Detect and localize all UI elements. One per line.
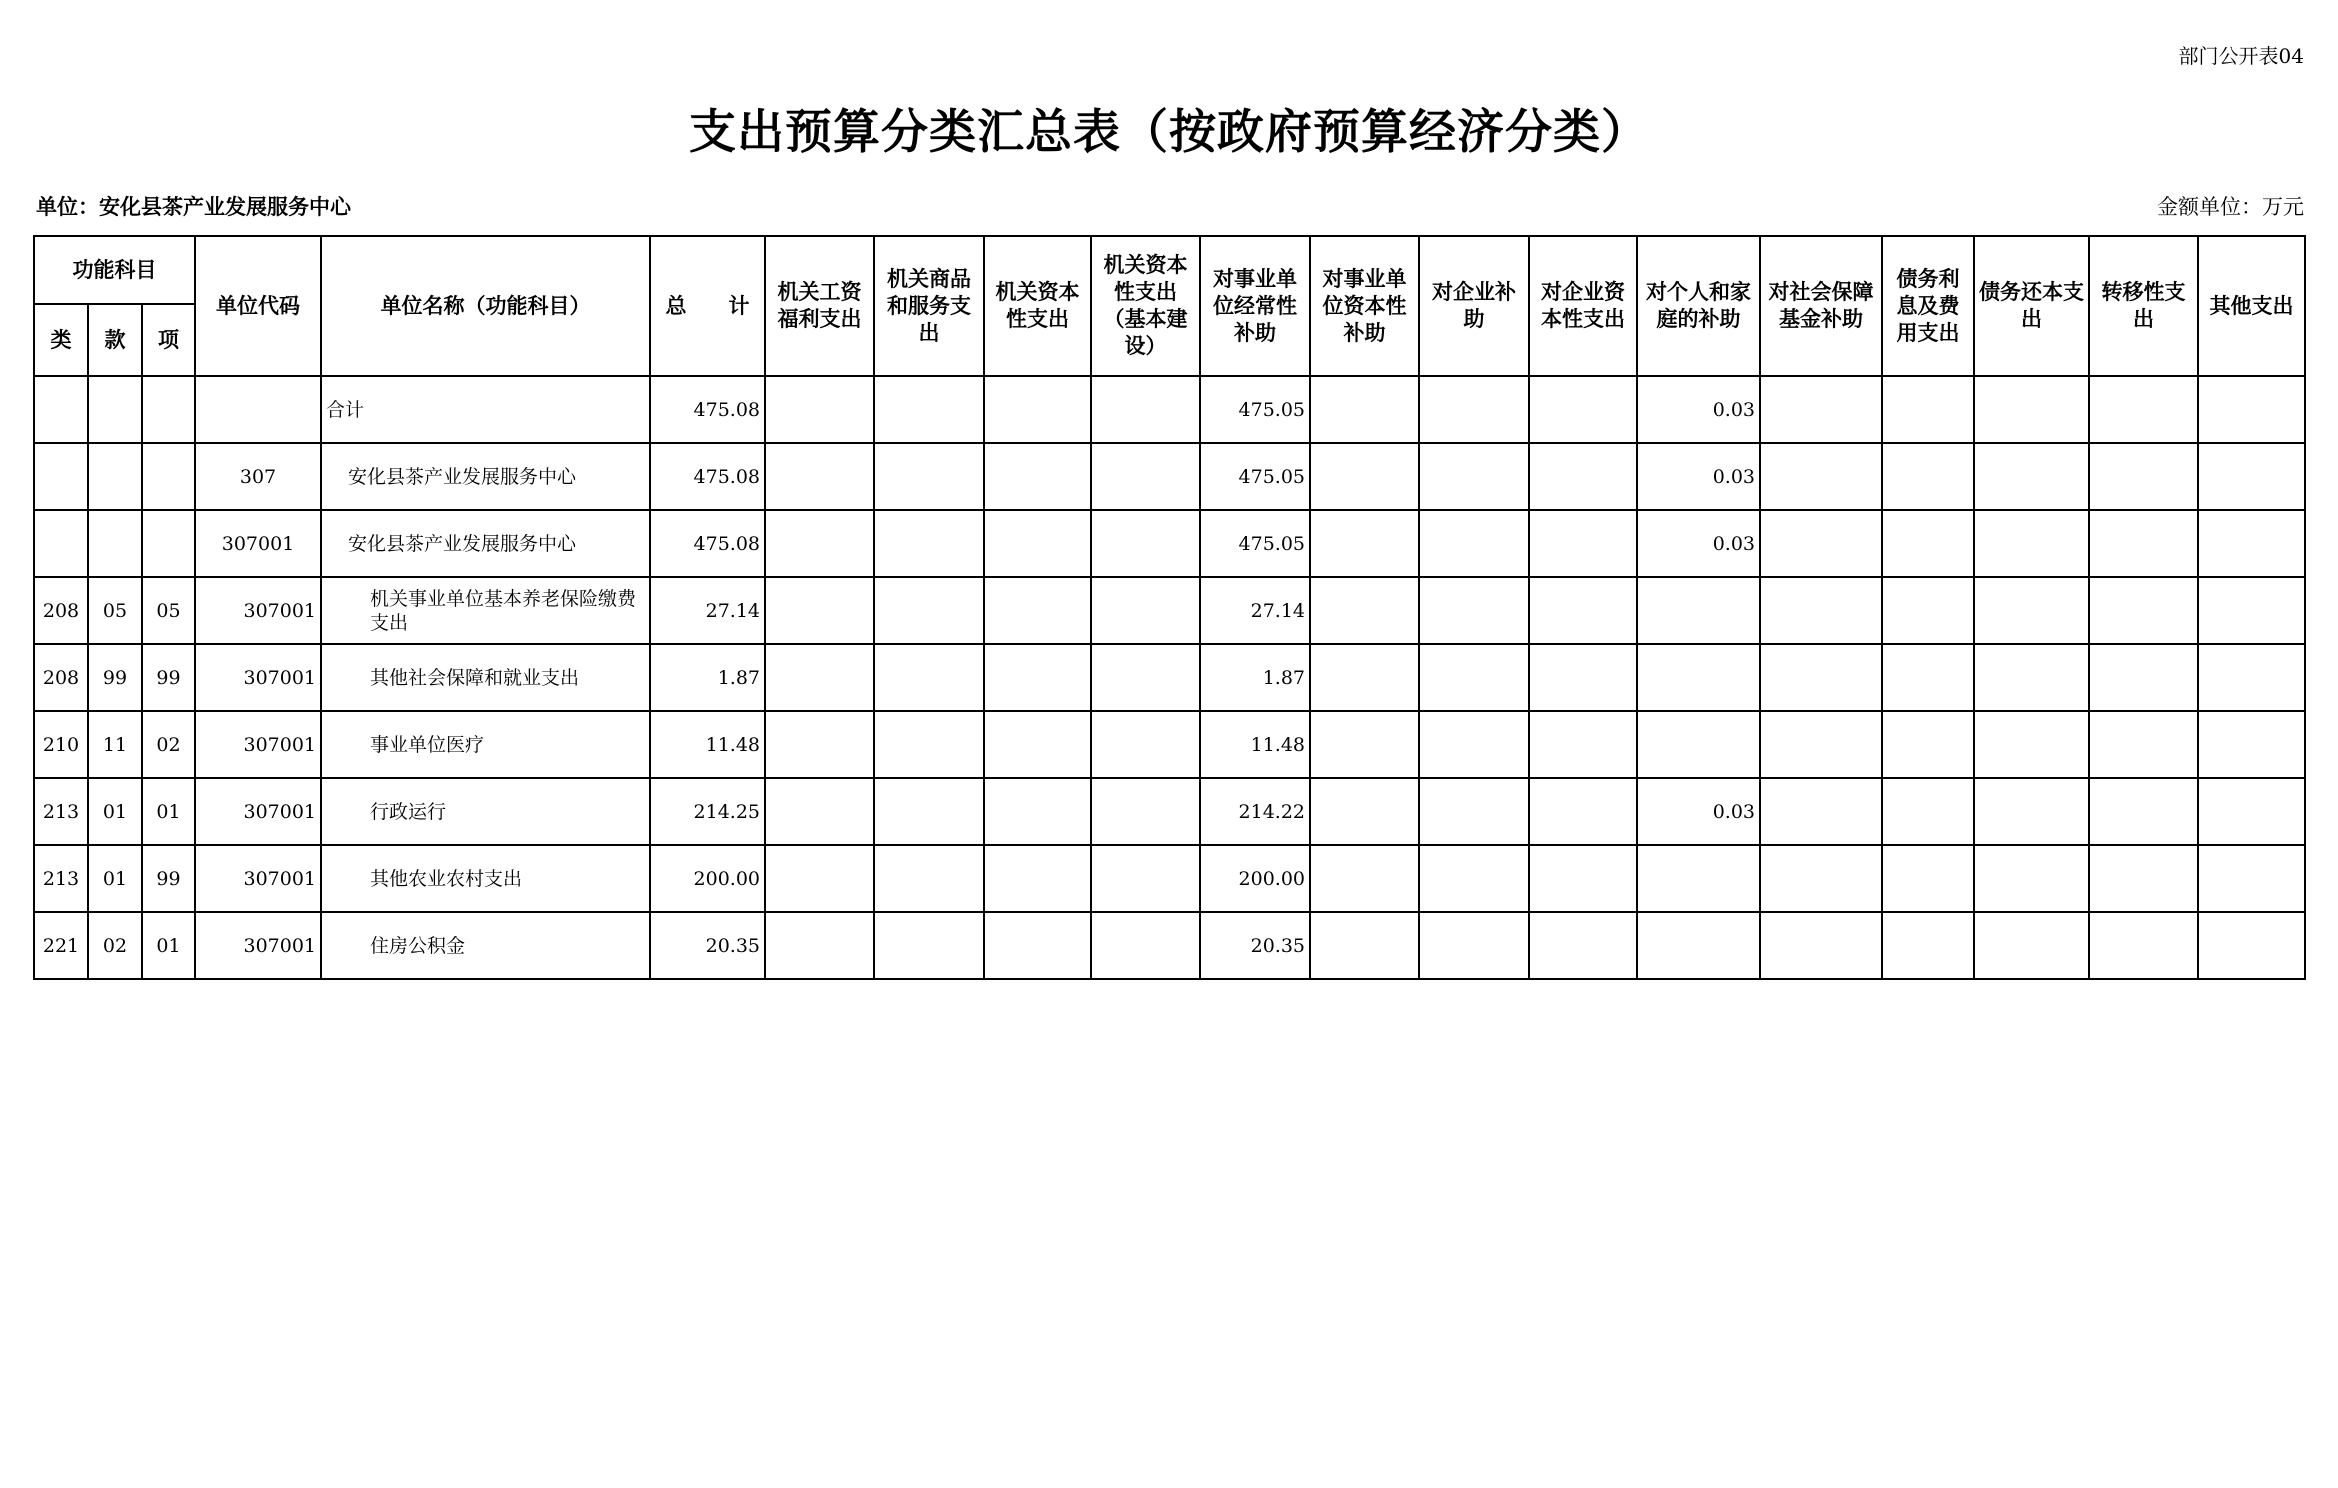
amount-cell-c5: 27.14: [1200, 577, 1310, 644]
amount-cell-c2: [874, 778, 984, 845]
amount-cell-c13: [2089, 443, 2198, 510]
amount-cell-c7: [1419, 711, 1529, 778]
kuan-cell: 01: [88, 845, 142, 912]
amount-cell-c8: [1529, 376, 1637, 443]
amount-cell-c9: [1637, 845, 1760, 912]
kuan-cell: 99: [88, 644, 142, 711]
unit-name-cell: 行政运行: [321, 778, 650, 845]
amount-cell-c8: [1529, 644, 1637, 711]
amount-cell-c14: [2198, 711, 2305, 778]
total-cell: 475.08: [650, 443, 765, 510]
amount-cell-c13: [2089, 778, 2198, 845]
amount-cell-c8: [1529, 510, 1637, 577]
xiang-cell: 05: [142, 577, 195, 644]
unit-name-cell: 安化县茶产业发展服务中心: [321, 443, 650, 510]
unit-code-cell: 307001: [195, 644, 321, 711]
unit-code-cell: 307001: [195, 912, 321, 979]
amount-cell-c12: [1974, 376, 2089, 443]
amount-cell-c6: [1310, 711, 1419, 778]
amount-cell-c11: [1882, 912, 1974, 979]
col-header-c7: 对企业补助: [1419, 236, 1529, 376]
kuan-header: 款: [88, 304, 142, 376]
amount-cell-c1: [765, 510, 874, 577]
xiang-cell: [142, 510, 195, 577]
unit-name-cell: 事业单位医疗: [321, 711, 650, 778]
unit-code-cell: [195, 376, 321, 443]
amount-cell-c9: 0.03: [1637, 443, 1760, 510]
unit-code-cell: 307: [195, 443, 321, 510]
lei-cell: [34, 510, 88, 577]
amount-cell-c7: [1419, 778, 1529, 845]
amount-cell-c3: [984, 510, 1091, 577]
amount-cell-c12: [1974, 644, 2089, 711]
unit-label: 单位：安化县茶产业发展服务中心: [36, 195, 351, 219]
amount-cell-c11: [1882, 376, 1974, 443]
amount-cell-c3: [984, 644, 1091, 711]
col-header-c8: 对企业资本性支出: [1529, 236, 1637, 376]
amount-cell-c10: [1760, 845, 1882, 912]
amount-cell-c7: [1419, 510, 1529, 577]
xiang-cell: [142, 443, 195, 510]
col-header-c14: 其他支出: [2198, 236, 2305, 376]
amount-cell-c13: [2089, 644, 2198, 711]
amount-cell-c9: 0.03: [1637, 778, 1760, 845]
xiang-cell: 01: [142, 778, 195, 845]
amount-cell-c10: [1760, 644, 1882, 711]
table-row: [34, 510, 2305, 577]
amount-cell-c8: [1529, 912, 1637, 979]
unit-code-cell: 307001: [195, 711, 321, 778]
amount-cell-c14: [2198, 778, 2305, 845]
unit-code-cell: 307001: [195, 778, 321, 845]
kuan-cell: 01: [88, 778, 142, 845]
amount-cell-c7: [1419, 845, 1529, 912]
amount-cell-c9: 0.03: [1637, 510, 1760, 577]
unit-name-header: 单位名称（功能科目）: [321, 236, 650, 376]
lei-cell: [34, 443, 88, 510]
amount-cell-c7: [1419, 644, 1529, 711]
amount-cell-c1: [765, 912, 874, 979]
amount-cell-c7: [1419, 443, 1529, 510]
kuan-cell: [88, 376, 142, 443]
col-header-c6: 对事业单位资本性补助: [1310, 236, 1419, 376]
amount-cell-c13: [2089, 376, 2198, 443]
table-row: [34, 711, 2305, 778]
amount-cell-c3: [984, 778, 1091, 845]
amount-cell-c10: [1760, 912, 1882, 979]
amount-cell-c10: [1760, 443, 1882, 510]
col-header-c13: 转移性支出: [2089, 236, 2198, 376]
amount-cell-c7: [1419, 376, 1529, 443]
col-header-c1: 机关工资福利支出: [765, 236, 874, 376]
table-row: [34, 912, 2305, 979]
amount-cell-c12: [1974, 845, 2089, 912]
amount-cell-c4: [1091, 644, 1200, 711]
table-row: [34, 443, 2305, 510]
page-title: 支出预算分类汇总表（按政府预算经济分类）: [689, 105, 1649, 160]
total-cell: 27.14: [650, 577, 765, 644]
amount-cell-c6: [1310, 510, 1419, 577]
amount-cell-c4: [1091, 711, 1200, 778]
amount-cell-c2: [874, 577, 984, 644]
kuan-cell: 02: [88, 912, 142, 979]
xiang-header: 项: [142, 304, 195, 376]
amount-cell-c4: [1091, 778, 1200, 845]
xiang-cell: 99: [142, 644, 195, 711]
xiang-cell: 02: [142, 711, 195, 778]
col-header-c4: 机关资本性支出（基本建设）: [1091, 236, 1200, 376]
amount-cell-c2: [874, 644, 984, 711]
amount-cell-c11: [1882, 443, 1974, 510]
total-cell: 11.48: [650, 711, 765, 778]
amount-cell-c9: [1637, 577, 1760, 644]
lei-cell: 213: [34, 845, 88, 912]
amount-cell-c9: [1637, 711, 1760, 778]
amount-cell-c8: [1529, 845, 1637, 912]
col-header-c10: 对社会保障基金补助: [1760, 236, 1882, 376]
amount-cell-c12: [1974, 711, 2089, 778]
amount-cell-c6: [1310, 778, 1419, 845]
amount-cell-c2: [874, 510, 984, 577]
amount-cell-c5: 20.35: [1200, 912, 1310, 979]
unit-code-cell: 307001: [195, 510, 321, 577]
amount-cell-c14: [2198, 845, 2305, 912]
table-row: [34, 845, 2305, 912]
amount-cell-c6: [1310, 376, 1419, 443]
amount-cell-c4: [1091, 376, 1200, 443]
amount-cell-c6: [1310, 443, 1419, 510]
table-row: [34, 577, 2305, 644]
amount-cell-c1: [765, 845, 874, 912]
total-cell: 200.00: [650, 845, 765, 912]
unit-name-cell: 安化县茶产业发展服务中心: [321, 510, 650, 577]
amount-cell-c13: [2089, 845, 2198, 912]
amount-cell-c6: [1310, 577, 1419, 644]
amount-cell-c10: [1760, 510, 1882, 577]
amount-cell-c4: [1091, 912, 1200, 979]
table-row: [34, 778, 2305, 845]
amount-cell-c11: [1882, 644, 1974, 711]
col-header-c11: 债务利息及费用支出: [1882, 236, 1974, 376]
unit-code-cell: 307001: [195, 845, 321, 912]
amount-cell-c4: [1091, 443, 1200, 510]
lei-cell: 213: [34, 778, 88, 845]
amount-cell-c4: [1091, 845, 1200, 912]
col-header-c9: 对个人和家庭的补助: [1637, 236, 1760, 376]
amount-cell-c13: [2089, 510, 2198, 577]
col-header-c2: 机关商品和服务支出: [874, 236, 984, 376]
table-row: [34, 644, 2305, 711]
amount-cell-c9: [1637, 644, 1760, 711]
amount-cell-c6: [1310, 912, 1419, 979]
col-header-c3: 机关资本性支出: [984, 236, 1091, 376]
unit-code-header: 单位代码: [195, 236, 321, 376]
amount-unit-label: 金额单位：万元: [2157, 195, 2304, 219]
col-header-c12: 债务还本支出: [1974, 236, 2089, 376]
xiang-cell: 99: [142, 845, 195, 912]
amount-cell-c12: [1974, 778, 2089, 845]
amount-cell-c6: [1310, 845, 1419, 912]
amount-cell-c2: [874, 711, 984, 778]
amount-cell-c3: [984, 711, 1091, 778]
total-cell: 20.35: [650, 912, 765, 979]
amount-cell-c1: [765, 644, 874, 711]
amount-cell-c10: [1760, 711, 1882, 778]
amount-cell-c9: 0.03: [1637, 376, 1760, 443]
amount-cell-c7: [1419, 577, 1529, 644]
amount-cell-c5: 200.00: [1200, 845, 1310, 912]
budget-table: [33, 235, 2306, 980]
total-header: 总 计: [650, 236, 765, 376]
table-body: [34, 376, 2305, 979]
amount-cell-c9: [1637, 912, 1760, 979]
amount-cell-c3: [984, 577, 1091, 644]
amount-cell-c11: [1882, 577, 1974, 644]
amount-cell-c14: [2198, 510, 2305, 577]
amount-cell-c5: 11.48: [1200, 711, 1310, 778]
amount-cell-c2: [874, 845, 984, 912]
kuan-cell: 05: [88, 577, 142, 644]
amount-cell-c11: [1882, 845, 1974, 912]
col-header-c5: 对事业单位经常性补助: [1200, 236, 1310, 376]
total-cell: 1.87: [650, 644, 765, 711]
amount-cell-c5: 475.05: [1200, 510, 1310, 577]
lei-cell: [34, 376, 88, 443]
amount-cell-c10: [1760, 577, 1882, 644]
form-number: 部门公开表04: [2178, 44, 2304, 68]
amount-cell-c4: [1091, 510, 1200, 577]
total-cell: 475.08: [650, 510, 765, 577]
amount-cell-c14: [2198, 443, 2305, 510]
amount-cell-c5: 214.22: [1200, 778, 1310, 845]
amount-cell-c13: [2089, 711, 2198, 778]
amount-cell-c5: 475.05: [1200, 443, 1310, 510]
amount-cell-c1: [765, 711, 874, 778]
amount-cell-c8: [1529, 577, 1637, 644]
lei-header: 类: [34, 304, 88, 376]
xiang-cell: [142, 376, 195, 443]
amount-cell-c2: [874, 912, 984, 979]
total-cell: 214.25: [650, 778, 765, 845]
amount-cell-c12: [1974, 577, 2089, 644]
amount-cell-c3: [984, 845, 1091, 912]
unit-code-cell: 307001: [195, 577, 321, 644]
amount-cell-c2: [874, 443, 984, 510]
xiang-cell: 01: [142, 912, 195, 979]
kuan-cell: 11: [88, 711, 142, 778]
amount-cell-c3: [984, 376, 1091, 443]
amount-cell-c13: [2089, 912, 2198, 979]
amount-cell-c7: [1419, 912, 1529, 979]
amount-cell-c3: [984, 912, 1091, 979]
amount-cell-c5: 1.87: [1200, 644, 1310, 711]
amount-cell-c14: [2198, 577, 2305, 644]
unit-name-cell: 其他社会保障和就业支出: [321, 644, 650, 711]
amount-cell-c1: [765, 376, 874, 443]
kuan-cell: [88, 443, 142, 510]
amount-cell-c14: [2198, 644, 2305, 711]
amount-cell-c14: [2198, 912, 2305, 979]
lei-cell: 210: [34, 711, 88, 778]
amount-cell-c8: [1529, 443, 1637, 510]
unit-name-cell: 机关事业单位基本养老保险缴费支出: [321, 577, 650, 644]
lei-cell: 208: [34, 644, 88, 711]
amount-cell-c13: [2089, 577, 2198, 644]
amount-cell-c6: [1310, 644, 1419, 711]
amount-cell-c1: [765, 443, 874, 510]
amount-cell-c3: [984, 443, 1091, 510]
amount-cell-c8: [1529, 778, 1637, 845]
amount-cell-c12: [1974, 912, 2089, 979]
amount-cell-c12: [1974, 510, 2089, 577]
kuan-cell: [88, 510, 142, 577]
amount-cell-c11: [1882, 711, 1974, 778]
lei-cell: 208: [34, 577, 88, 644]
amount-cell-c2: [874, 376, 984, 443]
amount-cell-c10: [1760, 376, 1882, 443]
amount-cell-c5: 475.05: [1200, 376, 1310, 443]
func-subject-header: 功能科目: [34, 236, 195, 304]
amount-cell-c11: [1882, 778, 1974, 845]
amount-cell-c10: [1760, 778, 1882, 845]
unit-name-cell: 住房公积金: [321, 912, 650, 979]
amount-cell-c4: [1091, 577, 1200, 644]
table-row: [34, 376, 2305, 443]
amount-cell-c8: [1529, 711, 1637, 778]
unit-name-cell: 合计: [321, 376, 650, 443]
amount-cell-c12: [1974, 443, 2089, 510]
unit-name-cell: 其他农业农村支出: [321, 845, 650, 912]
total-cell: 475.08: [650, 376, 765, 443]
lei-cell: 221: [34, 912, 88, 979]
amount-cell-c1: [765, 778, 874, 845]
amount-cell-c14: [2198, 376, 2305, 443]
amount-cell-c11: [1882, 510, 1974, 577]
amount-cell-c1: [765, 577, 874, 644]
